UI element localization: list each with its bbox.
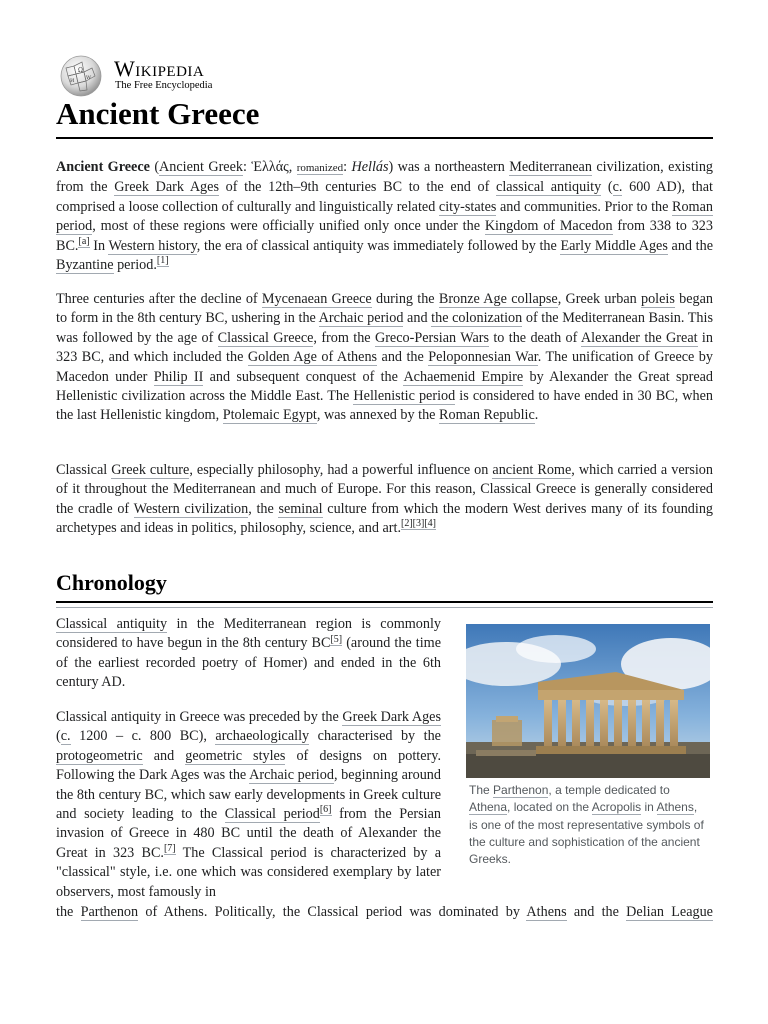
- link-bronze-age-collapse[interactable]: Bronze Age collapse: [438, 291, 558, 307]
- link-greek-culture[interactable]: Greek culture: [111, 462, 190, 478]
- link-western-civilization[interactable]: Western civilization: [133, 500, 249, 517]
- link-city-states[interactable]: city-states: [438, 198, 497, 215]
- chronology-paragraph-1: Classical antiquity in the Mediterranean region is commonly considered to have begun in the 8th century BC[5] (around the time of the earliest recorded poetry of Homer) and ended in the 6th century AD.: [56, 616, 441, 691]
- wikipedia-logo[interactable]: [56, 54, 256, 98]
- caption-link-athens[interactable]: Athens: [656, 800, 694, 815]
- parthenon-figure: [466, 624, 710, 868]
- link-seminal[interactable]: seminal: [278, 500, 323, 517]
- link-greek-dark-ages[interactable]: Greek Dark Ages: [114, 179, 219, 196]
- link-hellenistic-period[interactable]: Hellenistic period: [353, 388, 456, 405]
- link-roman-period[interactable]: Roman period: [56, 198, 713, 235]
- greek-name: Ἑλλάς: [251, 159, 289, 175]
- caption-link-acropolis[interactable]: Acropolis: [591, 800, 642, 815]
- link-geometric-styles[interactable]: geometric styles: [185, 747, 286, 764]
- page-title: Ancient Greece: [56, 96, 260, 131]
- link-greco-persian-wars[interactable]: Greco-Persian Wars: [374, 329, 489, 346]
- link-circa[interactable]: c.: [60, 728, 71, 745]
- link-delian-league[interactable]: Delian League: [626, 904, 713, 920]
- link-athens[interactable]: Athens: [526, 904, 567, 920]
- svg-text:Ω: Ω: [78, 67, 83, 74]
- caption-link-athena[interactable]: Athena: [469, 800, 508, 815]
- link-the-colonization[interactable]: the colonization: [431, 310, 523, 327]
- citation-6[interactable]: [6]: [319, 804, 332, 816]
- wikipedia-wordmark: Wikipedia: [114, 56, 205, 81]
- link-western-history[interactable]: Western history: [108, 237, 197, 254]
- link-circa[interactable]: c.: [612, 179, 623, 196]
- link-ancient-greek[interactable]: Ancient Greek: [159, 159, 243, 175]
- link-romanized[interactable]: romanized: [296, 162, 344, 174]
- article-subject: Ancient Greece: [56, 159, 150, 175]
- link-archaic-period[interactable]: Archaic period: [249, 767, 334, 784]
- intro-paragraph-3: Classical Greek culture, especially philosophy, had a powerful influence on ancient Rome, which carried a version of it throughout the Mediterranean and much of Europe. For this reason, Classical Greece is generally considered the cradle of Western civilization, the seminal culture from which the modern West derives many of its founding archetypes and ideas in politics, philosophy, science, and art.[2][3][4]: [56, 462, 714, 537]
- link-peloponnesian-war[interactable]: Peloponnesian War: [428, 349, 538, 366]
- footnote-a[interactable]: [a]: [78, 235, 90, 247]
- chronology-divider: [56, 601, 713, 603]
- citations-2-3-4[interactable]: [2][3][4]: [401, 518, 436, 530]
- svg-text:И: И: [70, 78, 75, 84]
- link-classical-antiquity[interactable]: classical antiquity: [496, 179, 602, 196]
- link-classical-greece[interactable]: Classical Greece: [217, 329, 314, 346]
- wikipedia-tagline: The Free Encyclopedia: [115, 80, 213, 91]
- intro-paragraph-1: Ancient Greece (Ancient Greek: Ἑλλάς, romanized: Hellás) was a northeastern Mediterranean civilization, existing from the Greek Dark Ages of the 12th–9th centuries BC to the end of classical antiquity (c. 600 AD), that comprised a loose collection of culturally and linguistically related city-states and communities. Prior to the Roman period, most of these regions were officially unified only once under the Kingdom of Macedon from 338 to 323 BC.[a] In Western history, the era of classical antiquity was immediately followed by the Early Middle Ages and the Byzantine period.[1]: [56, 159, 714, 274]
- link-ptolemaic-egypt[interactable]: Ptolemaic Egypt: [222, 407, 317, 424]
- link-alexander-the-great[interactable]: Alexander the Great: [580, 329, 698, 346]
- link-archaic-period[interactable]: Archaic period: [318, 310, 404, 327]
- link-golden-age-of-athens[interactable]: Golden Age of Athens: [247, 349, 378, 366]
- svg-text:W: W: [86, 75, 92, 81]
- link-ancient-rome[interactable]: ancient Rome: [492, 462, 572, 478]
- link-mycenaean-greece[interactable]: Mycenaean Greece: [261, 291, 372, 307]
- section-heading-chronology: Chronology: [56, 570, 167, 595]
- chronology-paragraph-2: Classical antiquity in Greece was preceded by the Greek Dark Ages (c. 1200 – c. 800 BC), archaeologically characterised by the protogeometric and geometric styles of designs on pottery. Following the Dark Ages was the Archaic period, beginning around the 8th century BC, which saw early developments in Greek culture and society leading to the Classical period[6] from the Persian invasion of Greece in 480 BC until the death of Alexander the Great in 323 BC.[7] The Classical period is characterized by a "classical" style, i.e. one which was considered exemplary by later observers, most famously in: [56, 709, 441, 900]
- link-protogeometric[interactable]: protogeometric: [56, 747, 143, 764]
- romanized-name: Hellás: [351, 159, 389, 175]
- caption-link-parthenon[interactable]: Parthenon: [493, 783, 549, 797]
- citation-5[interactable]: [5]: [330, 633, 343, 645]
- citation-1[interactable]: [1]: [156, 255, 169, 267]
- intro-paragraph-2: Three centuries after the decline of Mycenaean Greece during the Bronze Age collapse, Greek urban poleis began to form in the 8th century BC, ushering in the Archaic period and the colonization of the Mediterranean Basin. This was followed by the age of Classical Greece, from the Greco-Persian Wars to the death of Alexander the Great in 323 BC, and which included the Golden Age of Athens and the Peloponnesian War. The unification of Greece by Macedon under Philip II and subsequent conquest of the Achaemenid Empire by Alexander the Great spread Hellenistic civilization across the Middle East. The Hellenistic period is considered to have ended in 30 BC, when the last Hellenistic kingdom, Ptolemaic Egypt, was annexed by the Roman Republic.: [56, 291, 714, 424]
- chronology-paragraph-2-continued: the Parthenon of Athens. Politically, the Classical period was dominated by Athens and the Delian League: [56, 904, 713, 920]
- figure-caption: The Parthenon, a temple dedicated to Athena, located on the Acropolis in Athens, is one of the most representative symbols of the culture and sophistication of the ancient Greeks.: [469, 783, 704, 867]
- link-achaemenid-empire[interactable]: Achaemenid Empire: [403, 368, 524, 385]
- link-classical-period[interactable]: Classical period: [224, 806, 320, 823]
- link-poleis[interactable]: poleis: [640, 291, 675, 307]
- link-roman-republic[interactable]: Roman Republic: [439, 407, 535, 424]
- link-philip-ii[interactable]: Philip II: [153, 368, 204, 385]
- wikipedia-globe-icon: [56, 54, 104, 98]
- link-mediterranean[interactable]: Mediterranean: [509, 159, 592, 175]
- title-divider: [56, 137, 713, 139]
- link-kingdom-of-macedon[interactable]: Kingdom of Macedon: [484, 218, 613, 235]
- link-byzantine[interactable]: Byzantine: [56, 257, 114, 274]
- chronology-divider-thin: [56, 607, 713, 608]
- link-early-middle-ages[interactable]: Early Middle Ages: [560, 237, 668, 254]
- link-greek-dark-ages[interactable]: Greek Dark Ages: [342, 709, 441, 725]
- parthenon-photo[interactable]: [466, 624, 710, 778]
- citation-7[interactable]: [7]: [163, 843, 176, 855]
- link-archaeologically[interactable]: archaeologically: [215, 728, 310, 745]
- link-parthenon[interactable]: Parthenon: [80, 904, 139, 920]
- link-classical-antiquity[interactable]: Classical antiquity: [56, 616, 168, 632]
